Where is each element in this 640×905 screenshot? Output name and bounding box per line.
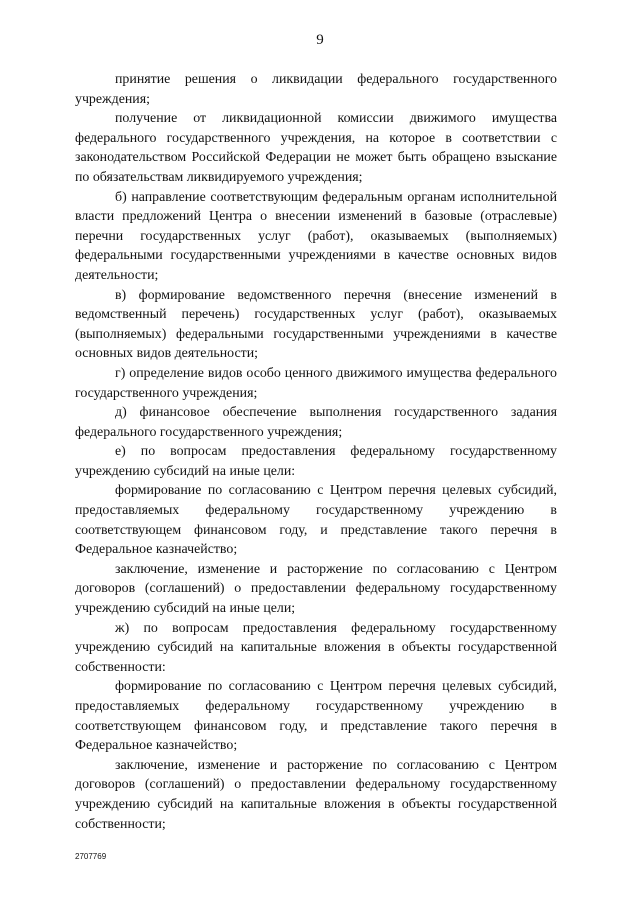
- paragraph-liquidation-property: получение от ликвидационной комиссии движимого имущества федерального государственного учреждения, на которое в соответствии с законодательством Российской Федерации не может быть обращено взыскание по обязательствам ликвидируемого учреждения;: [75, 111, 557, 185]
- paragraph-item-g: г) определение видов особо ценного движимого имущества федерального государственного учреждения;: [75, 365, 557, 401]
- paragraph-e-agreements: заключение, изменение и расторжение по согласованию с Центром договоров (соглашений) о предоставлении федеральному государственному учреждению субсидий на иные цели;: [75, 561, 557, 617]
- paragraph-item-v: в) формирование ведомственного перечня (внесение изменений в ведомственный перечень) государственных услуг (работ), оказываемых (выполняемых) федеральными государственными учреждениями в качестве основных видов деятельности;: [75, 287, 557, 362]
- paragraph-e-list-formation: формирование по согласованию с Центром перечня целевых субсидий, предоставляемых федеральному государственному учреждению в соответствующем финансовом году, и представление такого перечня в Федеральное казначейство;: [75, 483, 557, 558]
- paragraph-zh-list-formation: формирование по согласованию с Центром перечня целевых субсидий, предоставляемых федеральному государственному учреждению в соответствующем финансовом году, и представление такого перечня в Федеральное казначейство;: [75, 679, 557, 754]
- document-code: 2707769: [75, 852, 107, 861]
- paragraph-item-e: е) по вопросам предоставления федеральному государственному учреждению субсидий на иные цели:: [75, 444, 557, 479]
- paragraph-item-b: б) направление соответствующим федеральным органам исполнительной власти предложений Центра о внесении изменений в базовые (отраслевые) перечни государственных услуг (работ), оказываемых (выполняемых) федеральными государственными учреждениями в качестве основных видов деятельности;: [75, 189, 557, 283]
- paragraph-zh-agreements: заключение, изменение и расторжение по согласованию с Центром договоров (соглашений) о предоставлении федеральному государственному учреждению субсидий на капитальные вложения в объекты государственной собственности;: [75, 757, 557, 832]
- paragraph-item-d: д) финансовое обеспечение выполнения государственного задания федерального государственного учреждения;: [75, 405, 557, 440]
- paragraph-item-zh: ж) по вопросам предоставления федеральному государственному учреждению субсидий на капитальные вложения в объекты государственной собственности:: [75, 620, 557, 675]
- body-text: [75, 70, 557, 834]
- page-number: 9: [316, 32, 324, 48]
- paragraph-liquidation-decision: принятие решения о ликвидации федерального государственного учреждения;: [75, 72, 557, 107]
